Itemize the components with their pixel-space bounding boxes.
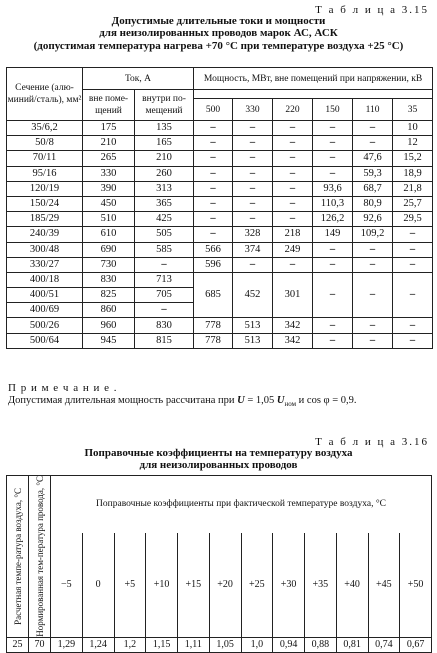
cell-power: 10	[393, 121, 433, 136]
cell-power: –	[194, 151, 233, 166]
header-temp: +35	[305, 533, 337, 637]
cell-current-inside: 313	[135, 181, 194, 196]
cell-power: –	[233, 212, 273, 227]
cell-power: –	[313, 333, 353, 348]
cell-current-inside: 705	[135, 288, 194, 303]
cell-calc-temp: 25	[7, 637, 29, 652]
header-power: Мощность, МВт, вне помещений при напряжении, кВ	[194, 68, 433, 90]
cell-section: 500/26	[7, 318, 83, 333]
cell-power: 25,7	[393, 196, 433, 211]
cell-coefficient: 1,2	[114, 637, 146, 652]
cell-current-outside: 175	[83, 121, 135, 136]
cell-power: 92,6	[353, 212, 393, 227]
header-temp: 0	[82, 533, 114, 637]
cell-power: 374	[233, 242, 273, 257]
cell-power: –	[194, 196, 233, 211]
cell-power: 29,5	[393, 212, 433, 227]
header-voltage: 220	[273, 99, 313, 121]
table-3-15	[6, 67, 433, 349]
cell-power: 513	[233, 333, 273, 348]
cell-power: –	[273, 166, 313, 181]
cell-current-outside: 610	[83, 227, 135, 242]
cell-power: –	[313, 318, 353, 333]
cell-power: –	[313, 257, 353, 272]
cell-power: –	[393, 242, 433, 257]
cell-norm-temp: 70	[29, 637, 51, 652]
header-coeffs: Поправочные коэффициенты при фактической температуре воздуха, °С	[51, 476, 432, 533]
cell-power: 80,9	[353, 196, 393, 211]
cell-coefficient: 1,05	[209, 637, 241, 652]
header-voltage: 330	[233, 99, 273, 121]
cell-current-outside: 945	[83, 333, 135, 348]
cell-power: 68,7	[353, 181, 393, 196]
cell-power: 12	[393, 136, 433, 151]
table-row	[7, 333, 433, 348]
note-heading: П р и м е ч а н и е .	[8, 382, 118, 394]
cell-current-inside: 830	[135, 318, 194, 333]
cell-current-inside: –	[135, 303, 194, 318]
cell-power: –	[353, 121, 393, 136]
cell-power: 249	[273, 242, 313, 257]
cell-current-inside: 365	[135, 196, 194, 211]
cell-power: 342	[273, 333, 313, 348]
cell-power: –	[353, 242, 393, 257]
cell-coefficient: 0,67	[400, 637, 432, 652]
cell-power: –	[313, 242, 353, 257]
cell-current-outside: 960	[83, 318, 135, 333]
cell-power: –	[313, 121, 353, 136]
cell-power: 126,2	[313, 212, 353, 227]
header-section: Сечение (алю-миний/сталь), мм²	[7, 68, 83, 121]
cell-section: 70/11	[7, 151, 83, 166]
cell-coefficient: 1,24	[82, 637, 114, 652]
header-norm-temp: Нормированная тем-пература провода, °С	[29, 476, 51, 638]
cell-power: 778	[194, 333, 233, 348]
cell-current-outside: 390	[83, 181, 135, 196]
header-voltage: 35	[393, 99, 433, 121]
table-row	[7, 272, 433, 287]
header-temp: +10	[146, 533, 178, 637]
cell-current-outside: 265	[83, 151, 135, 166]
table-row	[7, 166, 433, 181]
cell-section: 150/24	[7, 196, 83, 211]
header-temp: +50	[400, 533, 432, 637]
cell-power: –	[233, 257, 273, 272]
cell-coefficient: 1,11	[178, 637, 210, 652]
cell-power: –	[194, 212, 233, 227]
table-3-16-title-line-1: Поправочные коэффициенты на температуру воздуха	[84, 447, 353, 459]
cell-power: –	[273, 257, 313, 272]
cell-current-inside: 505	[135, 227, 194, 242]
header-temp: −5	[51, 533, 83, 637]
header-inside: внутри по-мещений	[135, 90, 194, 121]
cell-power: 513	[233, 318, 273, 333]
cell-current-outside: 210	[83, 136, 135, 151]
cell-power: –	[273, 121, 313, 136]
cell-power: –	[313, 136, 353, 151]
cell-power: –	[393, 333, 433, 348]
cell-coefficient: 0,94	[273, 637, 305, 652]
cell-power: –	[273, 196, 313, 211]
cell-power: –	[194, 181, 233, 196]
cell-section: 330/27	[7, 257, 83, 272]
cell-power: –	[273, 181, 313, 196]
table-row	[7, 242, 433, 257]
table-row	[7, 136, 433, 151]
cell-power: –	[233, 196, 273, 211]
cell-power-merged: –	[393, 272, 433, 318]
cell-section: 185/29	[7, 212, 83, 227]
header-temp: +45	[368, 533, 400, 637]
cell-power: –	[393, 318, 433, 333]
cell-coefficient: 1,0	[241, 637, 273, 652]
header-voltage: 500	[194, 99, 233, 121]
table-row	[7, 196, 433, 211]
cell-coefficient: 0,81	[336, 637, 368, 652]
cell-section: 240/39	[7, 227, 83, 242]
cell-power: –	[233, 166, 273, 181]
cell-power: 566	[194, 242, 233, 257]
cell-current-inside: 260	[135, 166, 194, 181]
cell-current-outside: 450	[83, 196, 135, 211]
cell-current-inside: 425	[135, 212, 194, 227]
cell-power: 778	[194, 318, 233, 333]
cell-section: 35/6,2	[7, 121, 83, 136]
table-row	[7, 637, 432, 652]
cell-section: 120/19	[7, 181, 83, 196]
cell-section: 50/8	[7, 136, 83, 151]
cell-power: 109,2	[353, 227, 393, 242]
cell-current-inside: –	[135, 257, 194, 272]
cell-current-inside: 815	[135, 333, 194, 348]
cell-power: 59,3	[353, 166, 393, 181]
cell-current-outside: 860	[83, 303, 135, 318]
header-voltage: 150	[313, 99, 353, 121]
table-row	[7, 227, 433, 242]
cell-current-outside: 730	[83, 257, 135, 272]
cell-current-outside: 825	[83, 288, 135, 303]
table-3-15-label: Т а б л и ц а 3.15	[315, 4, 429, 16]
table-row	[7, 318, 433, 333]
header-current: Ток, А	[83, 68, 194, 90]
header-calc-temp: Расчетная темпе-ратура воздуха, °С	[7, 476, 29, 638]
cell-power: –	[194, 166, 233, 181]
cell-power: –	[194, 121, 233, 136]
cell-current-outside: 830	[83, 272, 135, 287]
table-row	[7, 212, 433, 227]
cell-current-inside: 585	[135, 242, 194, 257]
cell-power: –	[353, 318, 393, 333]
cell-power-merged: 301	[273, 272, 313, 318]
cell-section: 400/51	[7, 288, 83, 303]
cell-power: –	[233, 136, 273, 151]
cell-power: 15,2	[393, 151, 433, 166]
header-outside: вне поме-щений	[83, 90, 135, 121]
header-temp: +25	[241, 533, 273, 637]
cell-current-outside: 690	[83, 242, 135, 257]
cell-power: –	[194, 136, 233, 151]
cell-power: –	[353, 257, 393, 272]
cell-current-outside: 510	[83, 212, 135, 227]
cell-power: –	[313, 166, 353, 181]
table-row	[7, 151, 433, 166]
cell-power: –	[393, 257, 433, 272]
cell-current-inside: 210	[135, 151, 194, 166]
table-row	[7, 121, 433, 136]
cell-power: 18,9	[393, 166, 433, 181]
header-temp: +30	[273, 533, 305, 637]
cell-section: 400/69	[7, 303, 83, 318]
cell-power: 21,8	[393, 181, 433, 196]
table-3-15-title-line-1: Допустимые длительные токи и мощности	[111, 15, 326, 27]
header-temp: +20	[209, 533, 241, 637]
cell-power-merged: 452	[233, 272, 273, 318]
cell-power: –	[233, 121, 273, 136]
cell-section: 95/16	[7, 166, 83, 181]
header-temp: +15	[178, 533, 210, 637]
cell-power: –	[233, 151, 273, 166]
cell-power: 110,3	[313, 196, 353, 211]
header-voltage: 110	[353, 99, 393, 121]
table-3-16-title-line-2: для неизолированных проводов	[139, 459, 298, 471]
cell-power: –	[393, 227, 433, 242]
cell-power-merged: –	[353, 272, 393, 318]
table-3-16	[6, 475, 432, 653]
cell-coefficient: 1,29	[51, 637, 83, 652]
cell-section: 300/48	[7, 242, 83, 257]
cell-power: 596	[194, 257, 233, 272]
table-3-16-label: Т а б л и ц а 3.16	[315, 436, 429, 448]
cell-coefficient: 1,15	[146, 637, 178, 652]
cell-power: 149	[313, 227, 353, 242]
note-text: Допустимая длительная мощность рассчитана при U = 1,05 $U_{ном}$ и cos φ = 0,9.	[8, 395, 357, 409]
table-3-15-title-line-2: для неизолированных проводов марок АС, АСК	[99, 27, 338, 39]
cell-power: 328	[233, 227, 273, 242]
cell-power: –	[313, 151, 353, 166]
cell-power: 342	[273, 318, 313, 333]
cell-section: 500/64	[7, 333, 83, 348]
cell-coefficient: 0,88	[305, 637, 337, 652]
cell-power: –	[353, 136, 393, 151]
cell-power: 93,6	[313, 181, 353, 196]
cell-power: –	[273, 136, 313, 151]
cell-current-outside: 330	[83, 166, 135, 181]
cell-power: –	[194, 227, 233, 242]
cell-power: 47,6	[353, 151, 393, 166]
table-row	[7, 257, 433, 272]
header-temp: +40	[336, 533, 368, 637]
table-row	[7, 181, 433, 196]
cell-current-inside: 165	[135, 136, 194, 151]
cell-power: –	[233, 181, 273, 196]
cell-power: –	[273, 151, 313, 166]
cell-section: 400/18	[7, 272, 83, 287]
cell-power: 218	[273, 227, 313, 242]
cell-current-inside: 713	[135, 272, 194, 287]
cell-current-inside: 135	[135, 121, 194, 136]
cell-power: –	[273, 212, 313, 227]
cell-coefficient: 0,74	[368, 637, 400, 652]
cell-power-merged: –	[313, 272, 353, 318]
table-3-15-title-line-3: (допустимая температура нагрева +70 °С при температуре воздуха +25 °С)	[33, 40, 404, 52]
cell-power-merged: 685	[194, 272, 233, 318]
header-temp: +5	[114, 533, 146, 637]
cell-power: –	[353, 333, 393, 348]
